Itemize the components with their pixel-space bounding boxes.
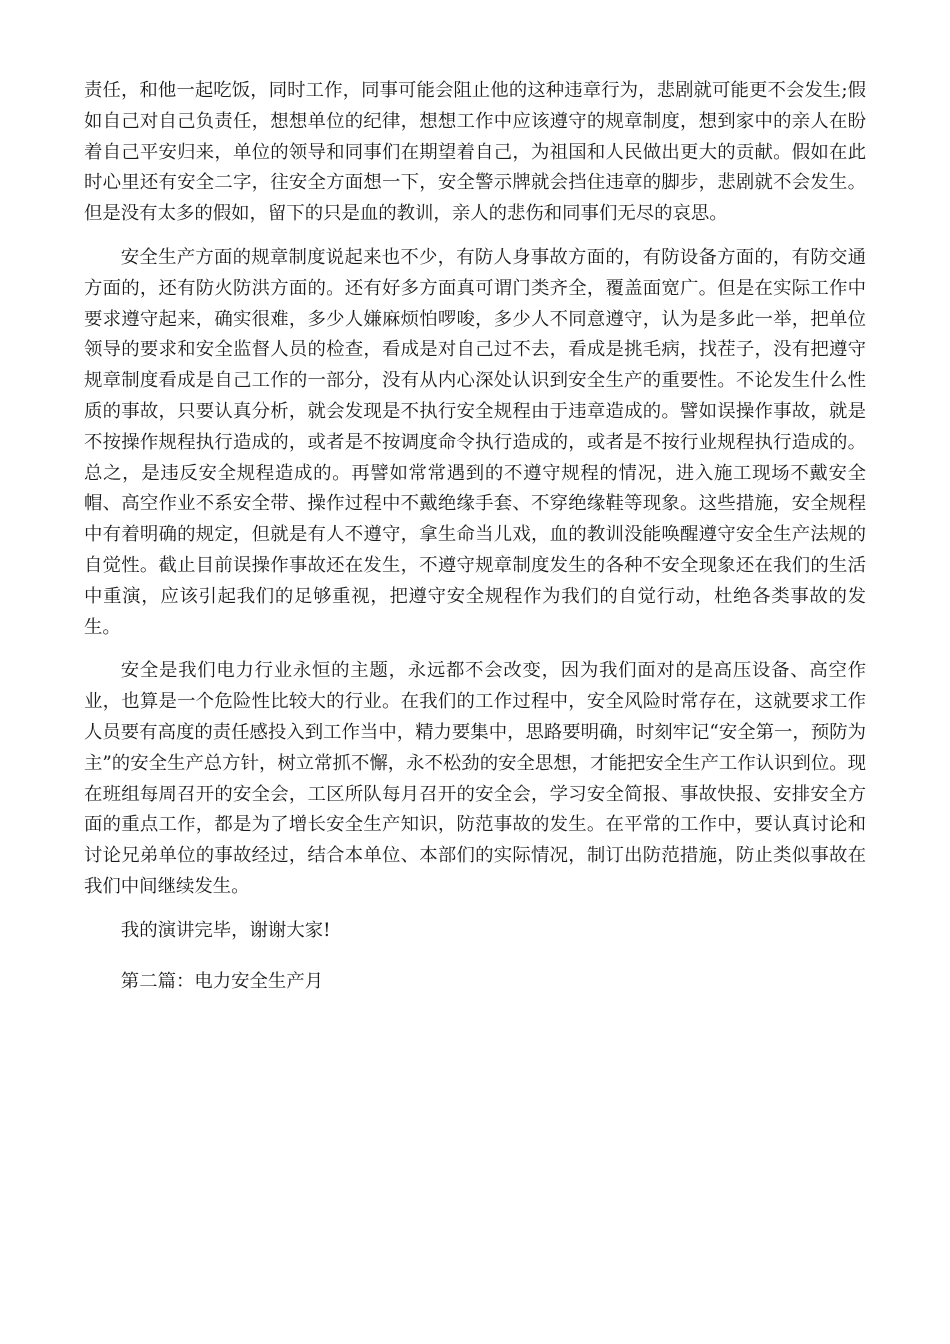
paragraph-continuation: 责任，和他一起吃饭，同时工作，同事可能会阻止他的这种违章行为，悲剧就可能更不会发生;假如自己对自己负责任，想想单位的纪律，想想工作中应该遵守的规章制度，想到家中的亲人在盼着自己平安归来，单位的领导和同事们在期望着自己，为祖国和人民做出更大的贡献。假如在此时心里还有安全二字，往安全方面想一下，安全警示牌就会挡住违章的脚步，悲剧就不会发生。但是没有太多的假如，留下的只是血的教训，亲人的悲伤和同事们无尽的哀思。 (84, 80, 866, 225)
paragraph-safety-regulations: 安全生产方面的规章制度说起来也不少，有防人身事故方面的，有防设备方面的，有防交通方面的，还有防火防洪方面的。还有好多方面真可谓门类齐全，覆盖面宽广。但是在实际工作中要求遵守起来，确实很难，多少人嫌麻烦怕啰唆，多少人不同意遵守，认为是多此一举，把单位领导的要求和安全监督人员的检查，看成是对自己过不去，看成是挑毛病，找茬子，没有把遵守规章制度看成是自己工作的一部分，没有从内心深处认识到安全生产的重要性。不论发生什么性质的事故，只要认真分析，就会发现是不执行安全规程由于违章造成的。譬如误操作事故，就是不按操作规程执行造成的，或者是不按调度命令执行造成的，或者是不按行业规程执行造成的。总之，是违反安全规程造成的。再譬如常常遇到的不遵守规程的情况，进入施工现场不戴安全帽、高空作业不系安全带、操作过程中不戴绝缘手套、不穿绝缘鞋等现象。这些措施，安全规程中有着明确的规定，但就是有人不遵守，拿生命当儿戏，血的教训没能唤醒遵守安全生产法规的自觉性。截止目前误操作事故还在发生，不遵守规章制度发生的各种不安全现象还在我们的生活中重演，应该引起我们的足够重视，把遵守安全规程作为我们的自觉行动，杜绝各类事故的发生。 (84, 246, 866, 638)
paragraph-power-industry-safety: 安全是我们电力行业永恒的主题，永远都不会改变，因为我们面对的是高压设备、高空作业，也算是一个危险性比较大的行业。在我们的工作过程中，安全风险时常存在，这就要求工作人员要有高度的责任感投入到工作当中，精力要集中，思路要明确，时刻牢记“安全第一，预防为主”的安全生产总方针，树立常抓不懈，永不松劲的安全思想，才能把安全生产工作认识到位。现在班组每周召开的安全会，工区所队每月召开的安全会，学习安全简报、事故快报、安排安全方面的重点工作，都是为了增长安全生产知识，防范事故的发生。在平常的工作中，要认真讨论和讨论兄弟单位的事故经过，结合本单位、本部们的实际情况，制订出防范措施，防止类似事故在我们中间继续发生。 (84, 660, 866, 897)
document-body (84, 76, 866, 1010)
paragraph-closing-remark: 我的演讲完毕，谢谢大家! (120, 919, 331, 941)
section-heading-part-two: 第二篇：电力安全生产月 (120, 970, 324, 992)
